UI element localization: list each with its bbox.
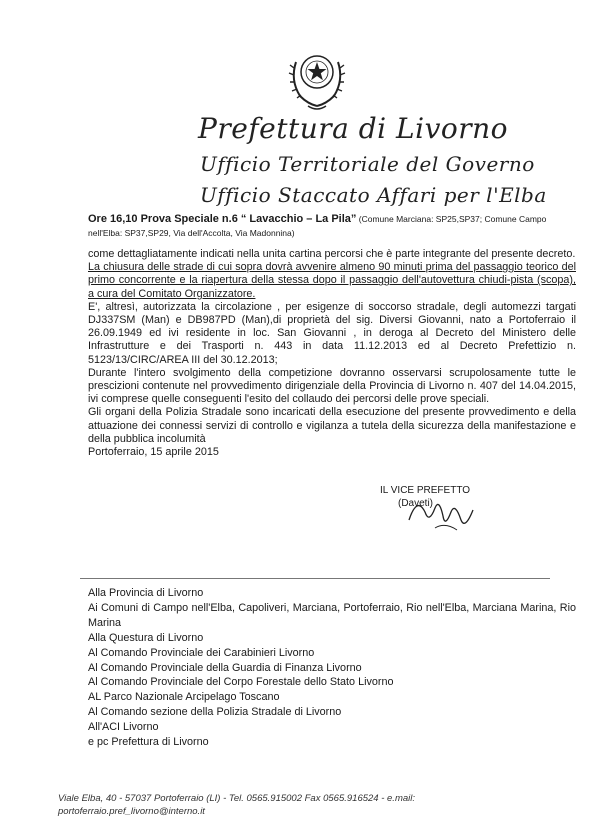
recipient-item: Al Comando Provinciale della Guardia di Finanza Livorno [88, 661, 362, 674]
event-heading [88, 212, 578, 240]
signatory-role: IL VICE PREFETTO [380, 485, 471, 496]
branch-subtitle: Ufficio Staccato Affari per l'Elba [200, 183, 547, 207]
recipient-item: Ai Comuni di Campo nell'Elba, Capoliveri, Marciana, Portoferraio, Rio nell'Elba, Marciana Marina, Rio Marina [88, 601, 576, 629]
recipient-item: Al Comando Provinciale dei Carabinieri Livorno [88, 646, 315, 659]
recipient-item: Al Comando Provinciale del Corpo Forestale dello Stato Livorno [88, 676, 394, 689]
italian-republic-emblem-icon [286, 42, 348, 112]
place-date: Portoferraio, 15 aprile 2015 [88, 446, 219, 459]
paragraph-road-closure [88, 261, 576, 301]
divider [80, 578, 550, 579]
recipient-item: e pc Prefettura di Livorno [88, 736, 209, 749]
road-closure-text: La chiusura delle strade di cui sopra dovrà avvenire almeno 90 minuti prima del passaggio teorico del primo concorrente e la riapertura della stessa dopo il passaggio dell'autovettura chiudi-pista (scopa), a cura del Comitato Organizzatore. [88, 261, 576, 300]
paragraph-prescriptions: Durante l'intero svolgimento della competizione dovranno osservarsi scrupolosamente tutte le prescizioni contenute nel provvedimento dirigenziale della Provincia di Livorno n. 407 del 14.04.2015, ivi comprese quelle conseguenti l'esito del collaudo dei percorsi delle prove speciali. [88, 366, 576, 406]
recipients-list [88, 586, 576, 750]
paragraph-map-reference: come dettagliatamente indicati nella unita cartina percorsi che è parte integrante del presente decreto. [88, 248, 576, 260]
signatory-name: (Daveti) [398, 498, 434, 509]
decree-body [88, 248, 576, 459]
footer-address: Viale Elba, 40 - 57037 Portoferraio (LI) - Tel. 0565.915002 Fax 0565.916524 - e.mail: [58, 793, 416, 804]
recipient-item: Al Comando sezione della Polizia Stradale di Livorno [88, 706, 342, 719]
event-location: (Comune Marciana: SP25,SP37; Comune Campo nell'Elba: SP37,SP29, Via dell'Accolta, Via Madonnina) [88, 214, 547, 238]
recipient-item: AL Parco Nazionale Arcipelago Toscano [88, 691, 280, 704]
footer-email: portoferraio.pref_livorno@interno.it [58, 806, 205, 817]
handwritten-signature-icon [405, 490, 480, 535]
prefettura-title: Prefettura di Livorno [198, 112, 509, 145]
recipient-item: Alla Questura di Livorno [88, 631, 204, 644]
office-subtitle: Ufficio Territoriale del Governo [200, 152, 535, 176]
recipient-item: Alla Provincia di Livorno [88, 587, 204, 599]
event-title: Ore 16,10 Prova Speciale n.6 “ Lavacchio – La Pila” [88, 213, 357, 225]
recipient-item: All'ACI Livorno [88, 721, 159, 734]
paragraph-authorization: E', altresì, autorizzata la circolazione , per esigenze di soccorso stradale, degli automezzi targati DJ337SM (Man) e DB987PD (Man),di proprietà del sig. Diversi Giovanni, nato a Portoferraio il 26.09.1949 ed ivi residente in loc. San Giovanni , in deroga al Decreto del Ministero delle Infrastrutture e dei Trasporti n. 443 in data 11.12.2013 ed al Decreto Prefettizio n. 5123/13/CIRC/AREA III del 30.12.2013; [88, 300, 576, 366]
paragraph-police: Gli organi della Polizia Stradale sono incaricati della esecuzione del presente provvedimento e della attuazione dei connessi servizi di controllo e vigilanza a tutela della sicurezza della manifestazione e della pubblica incolumità [88, 406, 576, 445]
page-footer [58, 792, 415, 818]
